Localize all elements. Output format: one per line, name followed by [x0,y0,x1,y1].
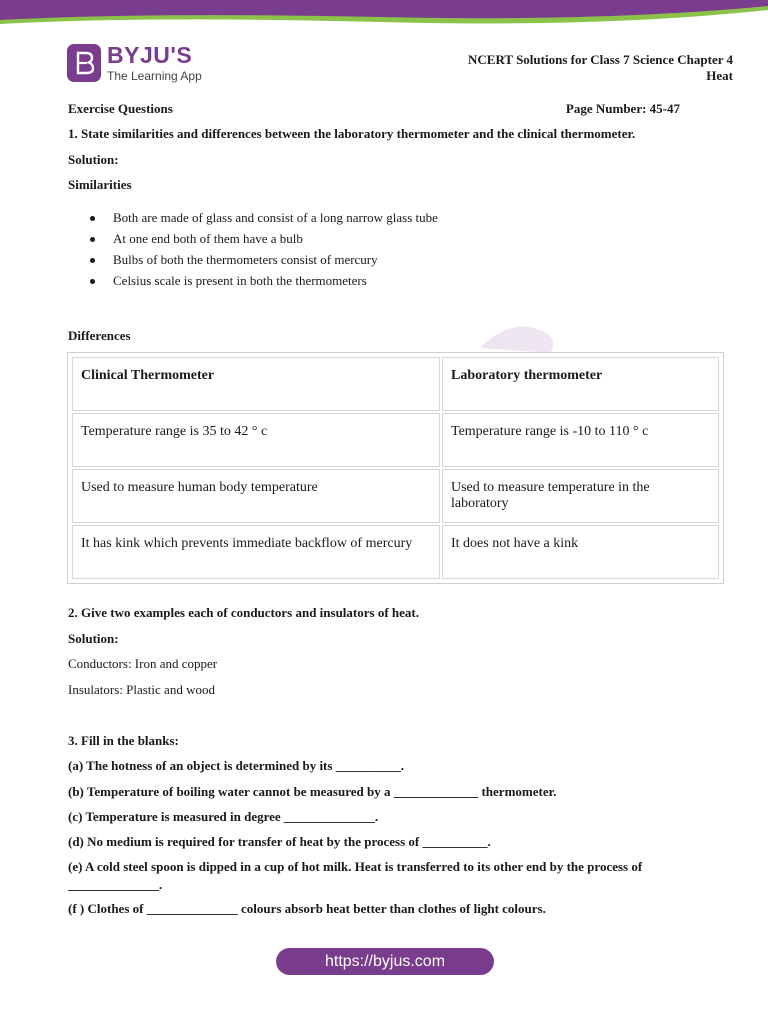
q2-question: 2. Give two examples each of conductors and insulators of heat. [68,605,419,620]
byjus-logo [67,44,202,82]
table-row [72,413,719,467]
document-title-line1: NCERT Solutions for Class 7 Science Chapter 4 [468,52,733,67]
q2-solution-label: Solution: [68,631,119,646]
bullet-icon [90,279,95,284]
differences-label: Differences [68,328,131,343]
insulators-answer: Insulators: Plastic and wood [68,682,215,697]
table-cell: Used to measure temperature in the laboratory [442,469,719,523]
table-cell: Temperature range is 35 to 42 ° c [72,413,440,467]
similarities-label: Similarities [68,177,132,192]
table-cell: It has kink which prevents immediate backflow of mercury [72,525,440,579]
page-number: Page Number: 45-47 [565,101,680,116]
table-header-row [72,357,719,411]
table-row [72,469,719,523]
bullet-icon [90,258,95,263]
table-row [72,525,719,579]
q3-part-a: (a) The hotness of an object is determined by its __________. [68,758,404,773]
q1-question: 1. State similarities and differences between the laboratory thermometer and the clinical thermometer. [68,126,636,141]
table-cell: It does not have a kink [442,525,719,579]
logo-tagline: The Learning App [107,69,202,83]
table-header-cell: Laboratory thermometer [442,357,719,411]
top-decorative-band [0,0,768,30]
similarities-list [68,209,438,293]
conductors-answer: Conductors: Iron and copper [68,656,218,671]
differences-table [67,352,724,584]
footer-url-link[interactable]: https://byjus.com [276,948,494,975]
logo-name: BYJU'S [107,42,193,68]
bullet-icon [90,237,95,242]
q3-part-d: (d) No medium is required for transfer of heat by the process of __________. [68,834,491,849]
q3-part-f: (f ) Clothes of ______________ colours absorb heat better than clothes of light colours. [68,901,546,916]
list-item: At one end both of them have a bulb [68,230,438,251]
list-item: Both are made of glass and consist of a long narrow glass tube [68,209,438,230]
exercise-heading: Exercise Questions [68,101,173,116]
table-header-cell: Clinical Thermometer [72,357,440,411]
table-cell: Used to measure human body temperature [72,469,440,523]
q3-part-e: (e) A cold steel spoon is dipped in a cup of hot milk. Heat is transferred to its other end by the process of [68,859,643,874]
table-cell: Temperature range is -10 to 110 ° c [442,413,719,467]
q3-part-e-blank: ______________. [68,877,163,892]
bullet-icon [90,216,95,221]
q3-part-c: (c) Temperature is measured in degree ______________. [68,809,379,824]
document-title [413,52,733,84]
document-title-line2: Heat [706,68,733,83]
list-item: Bulbs of both the thermometers consist of mercury [68,251,438,272]
list-item: Celsius scale is present in both the thermometers [68,272,438,293]
logo-mark-icon [67,44,101,82]
q3-part-b: (b) Temperature of boiling water cannot be measured by a _____________ thermometer. [68,784,557,799]
q3-question: 3. Fill in the blanks: [68,733,179,748]
q1-solution-label: Solution: [68,152,119,167]
